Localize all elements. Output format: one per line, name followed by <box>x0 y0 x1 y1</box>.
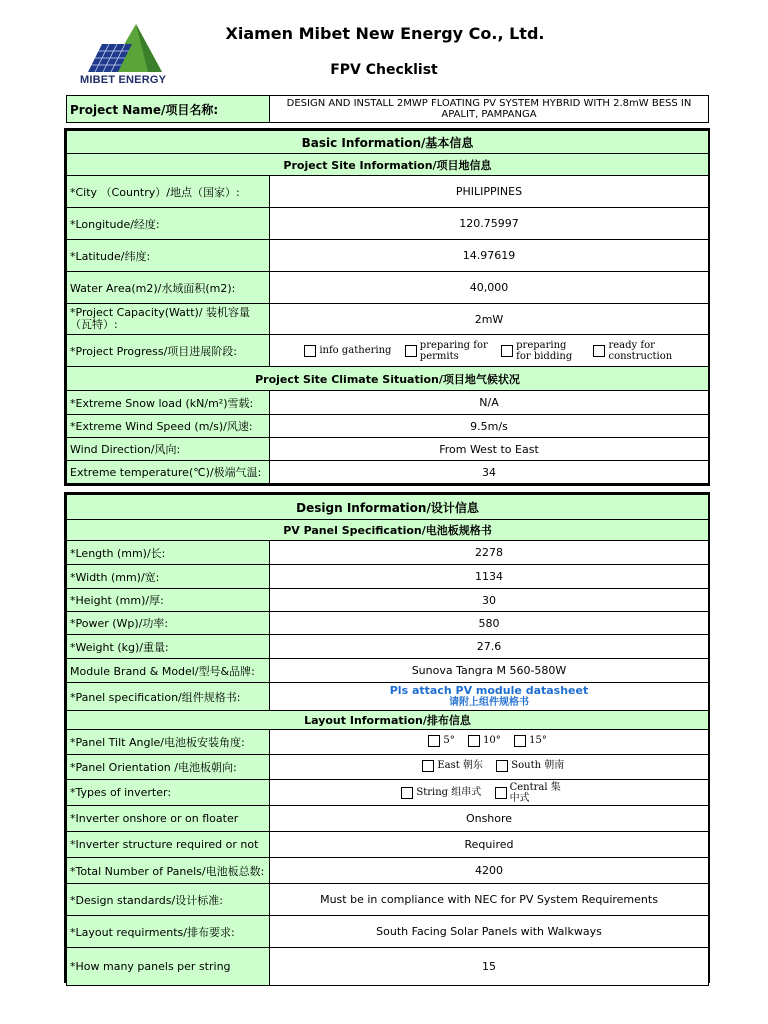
tilt-option-15[interactable]: 15° <box>514 735 547 747</box>
table-row <box>67 541 709 565</box>
longitude-value: 120.75997 <box>270 208 709 240</box>
checkbox[interactable] <box>304 345 316 357</box>
city-value: PHILIPPINES <box>270 176 709 208</box>
logo-text: MIBET ENERGY <box>80 74 167 86</box>
table-row <box>67 730 709 755</box>
length-label: *Length (mm)/长: <box>67 541 270 565</box>
orientation-option-south[interactable]: South 朝南 <box>496 760 564 772</box>
project-name-table <box>66 95 709 123</box>
table-row <box>67 565 709 589</box>
progress-option-bidding[interactable]: preparing for bidding <box>501 340 580 362</box>
height-value: 30 <box>270 589 709 612</box>
tilt-option-5[interactable]: 5° <box>428 735 454 747</box>
tilt-option-10[interactable]: 10° <box>468 735 501 747</box>
checkbox[interactable] <box>495 787 507 799</box>
height-label: *Height (mm)/厚: <box>67 589 270 612</box>
table-row <box>67 208 709 240</box>
table-row <box>67 884 709 916</box>
weight-value: 27.6 <box>270 635 709 659</box>
climate-header: Project Site Climate Situation/项目地气候状况 <box>67 367 709 391</box>
total-panels-value: 4200 <box>270 858 709 884</box>
table-row <box>67 272 709 304</box>
inverter-option-string[interactable]: String 组串式 <box>401 787 481 799</box>
panels-per-string-value: 15 <box>270 948 709 986</box>
table-row <box>67 461 709 484</box>
design-standards-label: *Design standards/设计标准: <box>67 884 270 916</box>
document-title: FPV Checklist <box>330 62 438 78</box>
table-row <box>67 240 709 272</box>
width-label: *Width (mm)/宽: <box>67 565 270 589</box>
latitude-label: *Latitude/纬度: <box>67 240 270 272</box>
table-row <box>67 806 709 832</box>
inverter-structure-value: Required <box>270 832 709 858</box>
table-row <box>67 916 709 948</box>
checkbox[interactable] <box>405 345 417 357</box>
table-row <box>67 335 709 367</box>
inverter-onshore-value: Onshore <box>270 806 709 832</box>
basic-info-header: Basic Information/基本信息 <box>67 131 709 154</box>
checkbox[interactable] <box>593 345 605 357</box>
wind-direction-value: From West to East <box>270 438 709 461</box>
company-name: Xiamen Mibet New Energy Co., Ltd. <box>225 24 545 43</box>
table-row <box>67 683 709 711</box>
panel-spec-label: *Panel specification/组件规格书: <box>67 683 270 711</box>
table-row <box>67 755 709 780</box>
temperature-value: 34 <box>270 461 709 484</box>
progress-option-info[interactable]: info gathering <box>304 345 391 357</box>
orientation-option-east[interactable]: East 朝东 <box>422 760 483 772</box>
checkbox[interactable] <box>501 345 513 357</box>
design-info-header: Design Information/设计信息 <box>67 495 709 520</box>
progress-option-construction[interactable]: ready for construction <box>593 340 674 362</box>
table-row <box>67 780 709 806</box>
weight-label: *Weight (kg)/重量: <box>67 635 270 659</box>
table-row <box>67 832 709 858</box>
table-row <box>67 589 709 612</box>
temperature-label: Extreme temperature(℃)/极端气温: <box>67 461 270 484</box>
tilt-angle-label: *Panel Tilt Angle/电池板安装角度: <box>67 730 270 755</box>
table-row <box>67 415 709 438</box>
layout-requirements-label: *Layout requirments/排布要求: <box>67 916 270 948</box>
city-label: *City （Country）/地点（国家）: <box>67 176 270 208</box>
module-brand-label: Module Brand & Model/型号&品牌: <box>67 659 270 683</box>
orientation-label: *Panel Orientation /电池板朝向: <box>67 755 270 780</box>
table-row <box>67 635 709 659</box>
table-row <box>67 304 709 335</box>
water-area-label: Water Area(m2)/水域面积(m2): <box>67 272 270 304</box>
snow-load-value: N/A <box>270 391 709 415</box>
table-row <box>67 176 709 208</box>
checkbox[interactable] <box>401 787 413 799</box>
inverter-type-options <box>270 780 709 806</box>
table-row <box>67 948 709 986</box>
progress-option-permits[interactable]: preparing for permits <box>405 340 488 362</box>
datasheet-link[interactable] <box>270 683 709 711</box>
site-info-header: Project Site Information/项目地信息 <box>67 154 709 176</box>
wind-speed-value: 9.5m/s <box>270 415 709 438</box>
snow-load-label: *Extreme Snow load (kN/m²)雪载: <box>67 391 270 415</box>
inverter-option-central[interactable]: Central 集中式 <box>495 782 568 804</box>
checkbox[interactable] <box>514 735 526 747</box>
length-value: 2278 <box>270 541 709 565</box>
latitude-value: 14.97619 <box>270 240 709 272</box>
design-info-table <box>66 494 709 986</box>
tilt-angle-options <box>270 730 709 755</box>
capacity-value: 2mW <box>270 304 709 335</box>
layout-requirements-value: South Facing Solar Panels with Walkways <box>270 916 709 948</box>
datasheet-link-text[interactable]: Pls attach PV module datasheet <box>389 683 589 697</box>
table-row <box>67 438 709 461</box>
power-value: 580 <box>270 612 709 635</box>
table-row <box>67 391 709 415</box>
wind-direction-label: Wind Direction/风向: <box>67 438 270 461</box>
inverter-structure-label: *Inverter structure required or not <box>67 832 270 858</box>
checkbox[interactable] <box>496 760 508 772</box>
longitude-label: *Longitude/经度: <box>67 208 270 240</box>
progress-label: *Project Progress/项目进展阶段: <box>67 335 270 367</box>
panels-per-string-label: *How many panels per string <box>67 948 270 986</box>
project-name-label: Project Name/项目名称: <box>67 96 270 123</box>
width-value: 1134 <box>270 565 709 589</box>
basic-info-table <box>66 130 709 484</box>
design-standards-value: Must be in compliance with NEC for PV System Requirements <box>270 884 709 916</box>
checkbox[interactable] <box>422 760 434 772</box>
checkbox[interactable] <box>468 735 480 747</box>
layout-info-header: Layout Information/排布信息 <box>67 711 709 730</box>
progress-options <box>270 335 709 367</box>
power-label: *Power (Wp)/功率: <box>67 612 270 635</box>
module-brand-value: Sunova Tangra M 560-580W <box>270 659 709 683</box>
wind-speed-label: *Extreme Wind Speed (m/s)/风速: <box>67 415 270 438</box>
total-panels-label: *Total Number of Panels/电池板总数: <box>67 858 270 884</box>
checkbox[interactable] <box>428 735 440 747</box>
capacity-label: *Project Capacity(Watt)/ 装机容量（瓦特）: <box>67 304 270 335</box>
orientation-options <box>270 755 709 780</box>
panel-spec-header: PV Panel Specification/电池板规格书 <box>67 520 709 541</box>
inverter-onshore-label: *Inverter onshore or on floater <box>67 806 270 832</box>
datasheet-link-text-cn[interactable]: 请附上组件规格书 <box>449 696 529 708</box>
project-name-value: DESIGN AND INSTALL 2MWP FLOATING PV SYSTEM HYBRID WITH 2.8mW BESS IN APALIT, PAMPANGA <box>270 96 709 123</box>
inverter-type-label: *Types of inverter: <box>67 780 270 806</box>
table-row <box>67 659 709 683</box>
table-row <box>67 612 709 635</box>
water-area-value: 40,000 <box>270 272 709 304</box>
table-row <box>67 858 709 884</box>
